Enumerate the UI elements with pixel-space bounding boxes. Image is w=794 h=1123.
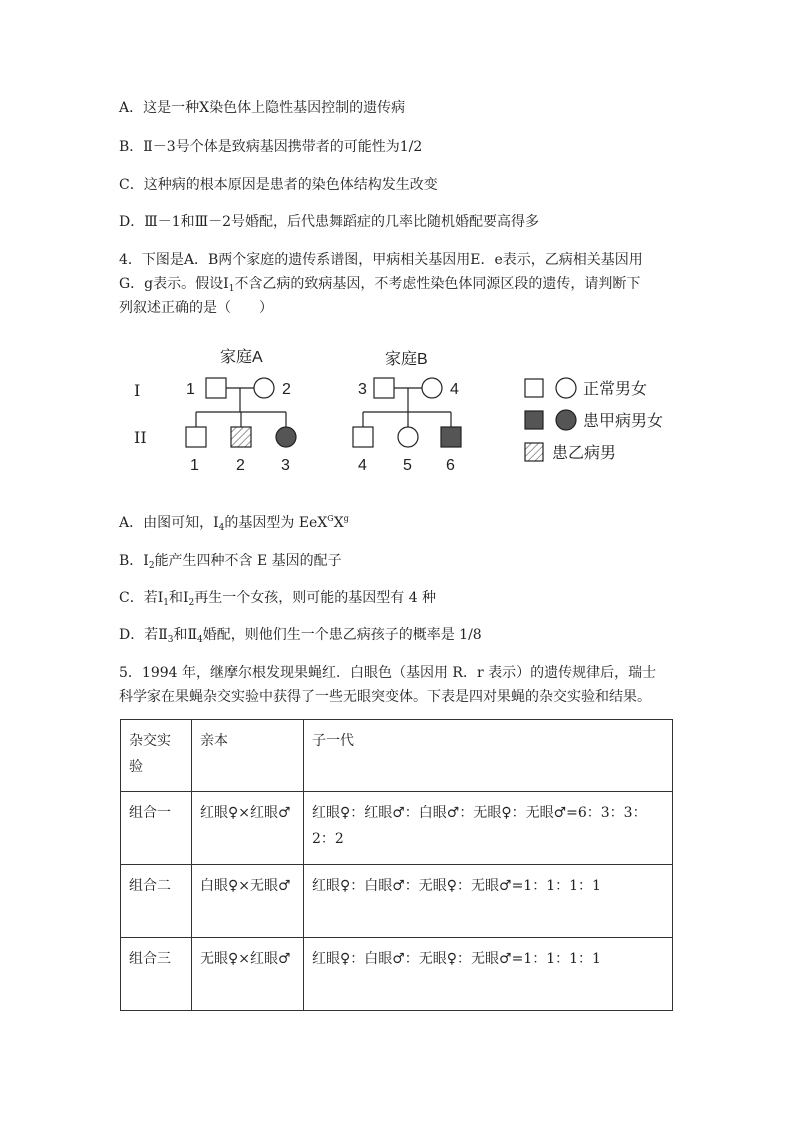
legend-jia-male-icon <box>525 411 543 429</box>
legend-yi-male-icon <box>525 443 543 461</box>
table-cell: 白眼♀×无眼♂ <box>192 865 304 938</box>
male-normal-b-ii4 <box>353 427 373 447</box>
member-a-ii3-label: 3 <box>281 457 290 474</box>
table-cell: 红眼♀：红眼♂：白眼♂：无眼♀：无眼♂=6：3：3：2：2 <box>304 792 673 865</box>
table-cell: 组合二 <box>121 865 192 938</box>
male-normal-a-i1 <box>206 378 226 398</box>
male-normal-b-i3 <box>374 378 394 398</box>
table-row <box>121 792 673 865</box>
q5-stem-line1: 5．1994 年，继摩尔根发现果蝇红．白眼色（基因用 R．r 表示）的遗传规律后，瑞士 <box>119 665 657 681</box>
generation-2-label: II <box>134 428 147 447</box>
option-b-q4: B．$Ⅰ_2$能产生四种不含 E 基因的配子 <box>119 553 342 571</box>
pedigree-figure <box>120 338 680 478</box>
female-jia-a-ii3 <box>276 427 296 447</box>
table-cell: 组合三 <box>121 938 192 1011</box>
table-row <box>121 865 673 938</box>
table-cell: 红眼♀：白眼♂：无眼♀：无眼♂=1：1：1：1 <box>304 865 673 938</box>
member-a-ii1-label: 1 <box>190 457 199 474</box>
table-cell: 无眼♀×红眼♂ <box>192 938 304 1011</box>
option-c-q4: C．若$Ⅰ_1$和$Ⅰ_2$再生一个女孩，则可能的基因型有 4 种 <box>119 590 437 608</box>
female-normal-b-i4 <box>422 378 442 398</box>
option-d-q3: D．Ⅲ－1和Ⅲ－2号婚配，后代患舞蹈症的几率比随机婚配要高得多 <box>119 214 540 230</box>
option-a-q4: A．由图可知，$Ⅰ_4$的基因型为 $EeX^GX^g$ <box>119 514 349 533</box>
member-b-i3-label: 3 <box>358 381 367 398</box>
cross-experiment-table <box>120 719 673 1011</box>
legend-normal-female-icon <box>556 378 576 398</box>
table-header-cell: 子一代 <box>304 720 673 792</box>
generation-1-label: I <box>134 381 141 400</box>
female-normal-b-ii5 <box>398 427 418 447</box>
table-cell: 红眼♀×红眼♂ <box>192 792 304 865</box>
member-b-ii5-label: 5 <box>403 457 412 474</box>
q4-stem-line1: 4．下图是A．B两个家庭的遗传系谱图，甲病相关基因用E．e表示，乙病相关基因用 <box>119 252 643 268</box>
member-a-i2-label: 2 <box>282 381 291 398</box>
legend-normal-male-icon <box>525 379 543 397</box>
member-a-i1-label: 1 <box>186 381 195 398</box>
q4-stem-line2: G．g表示。假设$Ⅰ_1$不含乙病的致病基因，不考虑性染色体同源区段的遗传，请判断下 <box>119 276 641 294</box>
male-jia-b-ii6 <box>441 427 461 447</box>
table-header-row <box>121 720 673 792</box>
member-a-ii2-label: 2 <box>236 457 245 474</box>
option-a-q3: A．这是一种X染色体上隐性基因控制的遗传病 <box>119 100 406 116</box>
table-cell: 组合一 <box>121 792 192 865</box>
family-a-title: 家庭A <box>220 349 263 366</box>
legend-jia-label: 患甲病男女 <box>583 413 664 430</box>
table-cell: 红眼♀：白眼♂：无眼♀：无眼♂=1：1：1：1 <box>304 938 673 1011</box>
option-b-q3: B．Ⅱ－3号个体是致病基因携带者的可能性为1/2 <box>119 139 423 155</box>
member-b-ii6-label: 6 <box>446 457 455 474</box>
member-b-i4-label: 4 <box>450 381 459 398</box>
legend-jia-female-icon <box>556 410 576 430</box>
table-header-cell: 亲本 <box>192 720 304 792</box>
table-row <box>121 938 673 1011</box>
option-d-q4: D．若$Ⅱ_3$和$Ⅱ_4$婚配，则他们生一个患乙病孩子的概率是 1/8 <box>119 627 482 645</box>
family-b-title: 家庭B <box>385 351 428 368</box>
legend-normal-label: 正常男女 <box>583 381 648 398</box>
male-yi-a-ii2 <box>231 427 251 447</box>
member-b-ii4-label: 4 <box>358 457 367 474</box>
q4-stem-line3: 列叙述正确的是（ ） <box>119 300 273 316</box>
legend-yi-label: 患乙病男 <box>552 445 617 462</box>
female-normal-a-i2 <box>254 378 274 398</box>
table-header-cell: 杂交实验 <box>121 720 192 792</box>
option-c-q3: C．这种病的根本原因是患者的染色体结构发生改变 <box>119 177 438 193</box>
q5-stem-line2: 科学家在果蝇杂交实验中获得了一些无眼突变体。下表是四对果蝇的杂交实验和结果。 <box>119 689 651 705</box>
male-normal-a-ii1 <box>186 427 206 447</box>
